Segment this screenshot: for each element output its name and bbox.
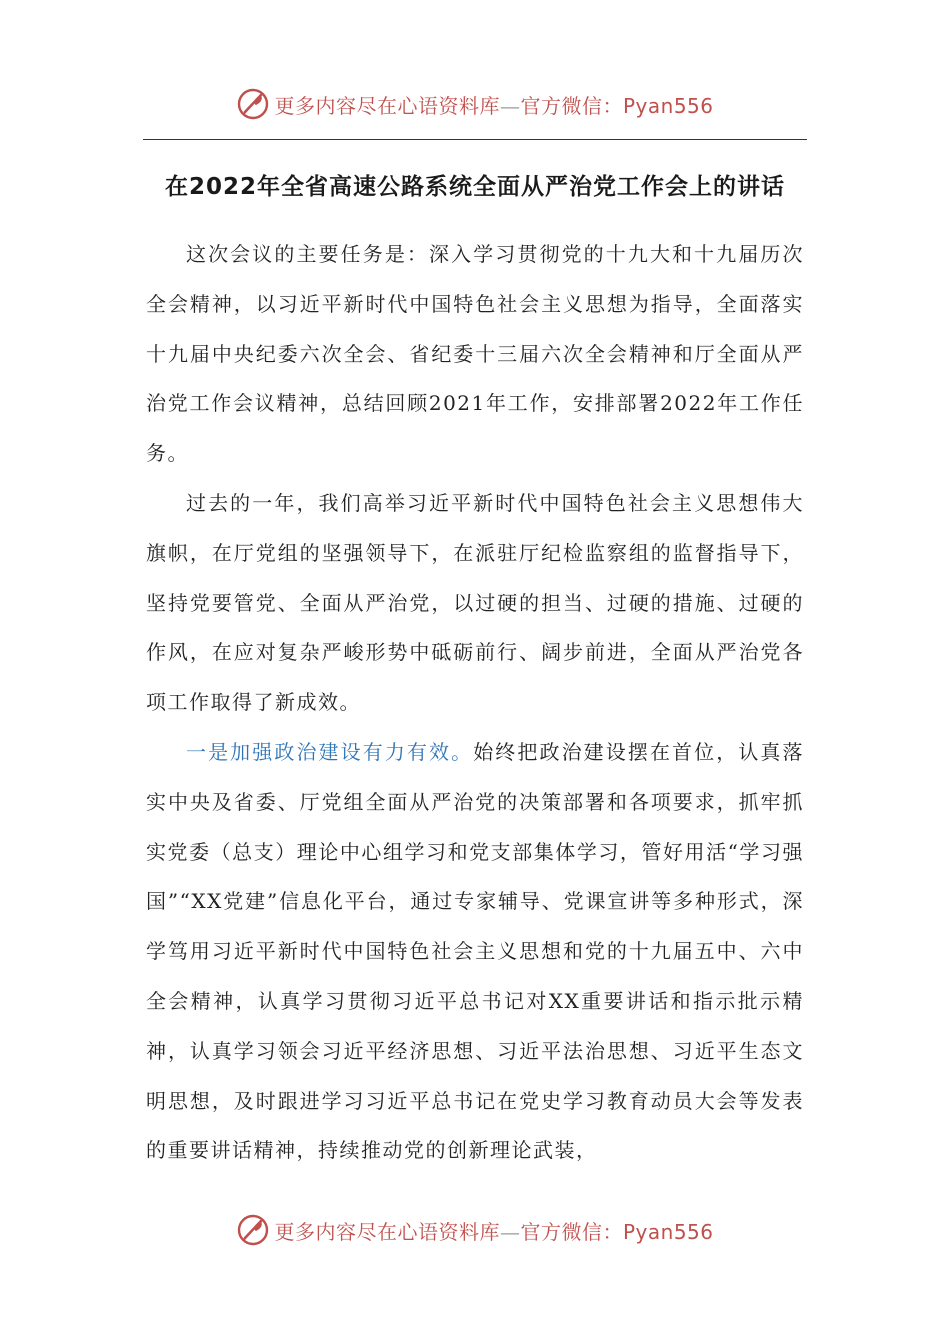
banner-separator: — [499,93,521,118]
document-body [146,230,804,1176]
footer-banner [0,1210,950,1250]
paragraph-3 [146,728,804,1176]
banner-text [274,90,713,119]
paragraph-3-heading: 一是加强政治建设有力有效。 [186,739,474,764]
banner-main-text: 更多内容尽在心语资料库 [274,93,500,118]
paragraph-2: 过去的一年，我们高举习近平新时代中国特色社会主义思想伟大旗帜，在厅党组的坚强领导下，在派驻厅纪检监察组的监督指导下，坚持党要管党、全面从严治党，以过硬的担当、过硬的措施、过硬的作风，在应对复杂严峻形势中砥砺前行、阔步前进，全面从严治党各项工作取得了新成效。 [146,490,804,715]
header-rule [143,139,807,140]
banner-text [274,1216,713,1245]
banner-main-text: 更多内容尽在心语资料库 [274,1219,500,1244]
header-banner [0,84,950,124]
quill-logo-icon [236,87,270,121]
quill-logo-icon [236,1213,270,1247]
document-title: 在2022年全省高速公路系统全面从严治党工作会上的讲话 [164,174,785,200]
banner-wechat-label: 官方微信： [520,93,623,118]
paragraph-3-body: 始终把政治建设摆在首位，认真落实中央及省委、厅党组全面从严治党的决策部署和各项要求，抓牢抓实党委（总支）理论中心组学习和党支部集体学习，管好用活“学习强国”“XX党建”信息化平台，通过专家辅导、党课宣讲等多种形式，深学笃用习近平新时代中国特色社会主义思想和党的十九届五中、六中全会精神，认真学习贯彻习近平总书记对XX重要讲话和指示批示精神，认真学习领会习近平经济思想、习近平法治思想、习近平生态文明思想，及时跟进学习习近平总书记在党史学习教育动员大会等发表的重要讲话精神，持续推动党的创新理论武装， [146,739,805,1163]
paragraph-1: 这次会议的主要任务是：深入学习贯彻党的十九大和十九届历次全会精神，以习近平新时代中国特色社会主义思想为指导，全面落实十九届中央纪委六次全会、省纪委十三届六次全会精神和厅全面从严治党工作会议精神，总结回顾2021年工作，安排部署2022年工作任务。 [146,242,804,466]
banner-wechat-label: 官方微信： [520,1219,623,1244]
banner-wechat-id: Pyan556 [622,1219,714,1244]
banner-separator: — [499,1219,521,1244]
banner-wechat-id: Pyan556 [622,93,714,118]
